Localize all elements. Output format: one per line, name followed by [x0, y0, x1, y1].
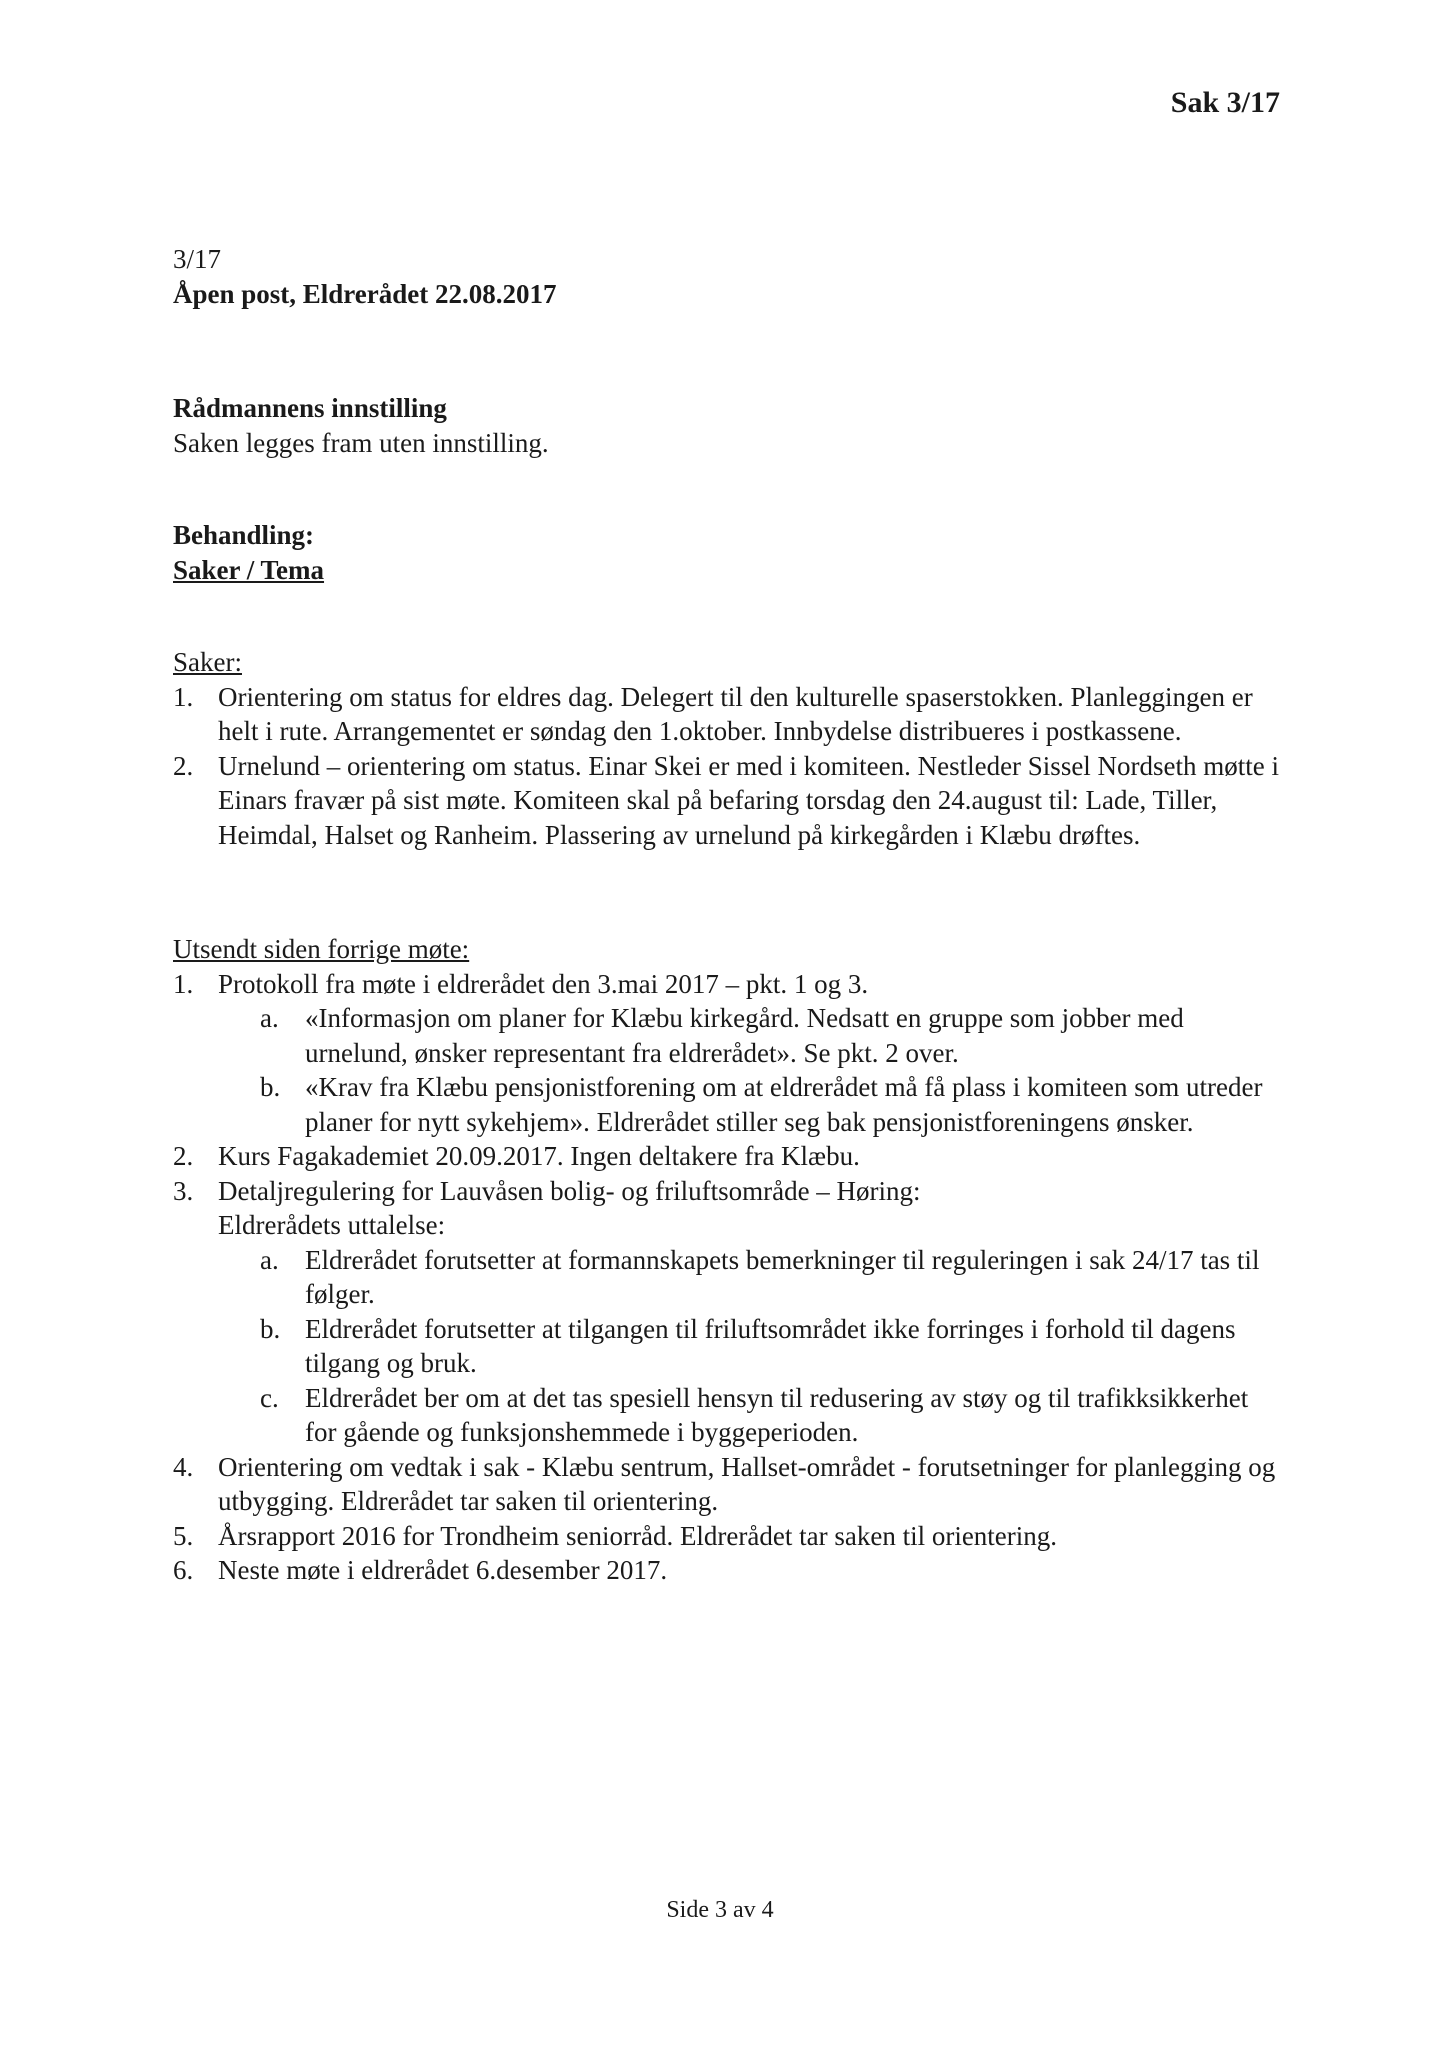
list-text: Kurs Fagakademiet 20.09.2017. Ingen deltakere fra Klæbu.: [218, 1141, 860, 1171]
utsendt-heading: Utsendt siden forrige møte:: [173, 934, 470, 964]
list-item: [173, 967, 1283, 1002]
list-text-line: Detaljregulering for Lauvåsen bolig- og friluftsområde – Høring:: [218, 1175, 921, 1206]
case-reference: Sak 3/17: [1170, 86, 1280, 119]
saker-heading: Saker:: [173, 647, 242, 677]
list-item: [173, 1139, 1283, 1174]
list-text: [218, 1174, 1283, 1243]
list-number: 3.: [173, 1175, 194, 1206]
list-number: 6.: [173, 1555, 194, 1585]
list-number: 4.: [173, 1451, 194, 1482]
sub-list-item: [260, 1070, 1283, 1139]
sub-list-item: [260, 1381, 1283, 1450]
list-text: Neste møte i eldrerådet 6.desember 2017.: [218, 1555, 668, 1585]
case-number: 3/17: [173, 244, 222, 274]
recommendation-heading: Rådmannens innstilling: [173, 393, 447, 423]
sub-list-item: [260, 1001, 1283, 1070]
list-text: Orientering om status for eldres dag. Delegert til den kulturelle spaserstokken. Planleggingen er helt i rute. Arrangementet er søndag den 1.oktober. Innbydelse distribueres i postkassene.: [218, 681, 1253, 746]
list-number: 1.: [173, 968, 194, 999]
list-text: Årsrapport 2016 for Trondheim seniorråd. Eldrerådet tar saken til orientering.: [218, 1520, 1058, 1551]
sub-list-letter: b.: [260, 1313, 281, 1344]
list-item: [173, 1174, 1283, 1243]
sub-list-letter: a.: [260, 1244, 279, 1275]
sub-list-letter: c.: [260, 1382, 279, 1413]
sub-list-text: Eldrerådet ber om at det tas spesiell hensyn til redusering av støy og til trafikksikkerhet for gående og funksjonshemmede i byggeperioden.: [305, 1382, 1249, 1447]
list-number: 2.: [173, 1141, 194, 1171]
sub-list-item: [260, 1243, 1283, 1312]
list-number: 5.: [173, 1520, 194, 1551]
list-text: Orientering om vedtak i sak - Klæbu sentrum, Hallset-området - forutsetninger for planlegging og utbygging. Eldrerådet tar saken til orientering.: [218, 1451, 1276, 1516]
treatment-subheading: Saker / Tema: [173, 554, 325, 585]
page-number: Side 3 av 4: [666, 1897, 774, 1923]
sub-list-letter: a.: [260, 1003, 279, 1033]
sub-list-text: «Informasjon om planer for Klæbu kirkegård. Nedsatt en gruppe som jobber med urnelund, ønsker representant fra eldrerådet». Se pkt. 2 over.: [305, 1003, 1184, 1068]
treatment-heading: Behandling:: [173, 520, 315, 550]
list-number: 1.: [173, 681, 194, 712]
list-item: [173, 1450, 1283, 1519]
sub-list-text: «Krav fra Klæbu pensjonistforening om at eldrerådet må få plass i komiteen som utreder planer for nytt sykehjem». Eldrerådet stiller seg bak pensjonistforeningens ønsker.: [305, 1072, 1263, 1137]
document-body: [173, 242, 1283, 1588]
case-title: Åpen post, Eldrerådet 22.08.2017: [173, 278, 557, 309]
list-item: [173, 1519, 1283, 1554]
sub-list-item: [260, 1312, 1283, 1381]
list-number: 2.: [173, 750, 194, 781]
sub-list-text: Eldrerådet forutsetter at formannskapets bemerkninger til reguleringen i sak 24/17 tas til følger.: [305, 1244, 1260, 1309]
list-item: [173, 680, 1283, 749]
list-text: Urnelund – orientering om status. Einar Skei er med i komiteen. Nestleder Sissel Nordseth møtte i Einars fravær på sist møte. Komiteen skal på befaring torsdag den 24.august til: Lade, Tiller, Heimdal, Halset og Ranheim. Plassering av urnelund på kirkegården i Klæbu drøftes.: [218, 750, 1280, 850]
list-text-line: Eldrerådets uttalelse:: [218, 1210, 446, 1240]
list-text: Protokoll fra møte i eldrerådet den 3.mai 2017 – pkt. 1 og 3.: [218, 968, 869, 999]
sub-list-letter: b.: [260, 1072, 281, 1102]
recommendation-text: Saken legges fram uten innstilling.: [173, 427, 549, 458]
sub-list-text: Eldrerådet forutsetter at tilgangen til friluftsområdet ikke forringes i forhold til dagens tilgang og bruk.: [305, 1313, 1236, 1378]
list-item: [173, 749, 1283, 853]
list-item: [173, 1553, 1283, 1588]
